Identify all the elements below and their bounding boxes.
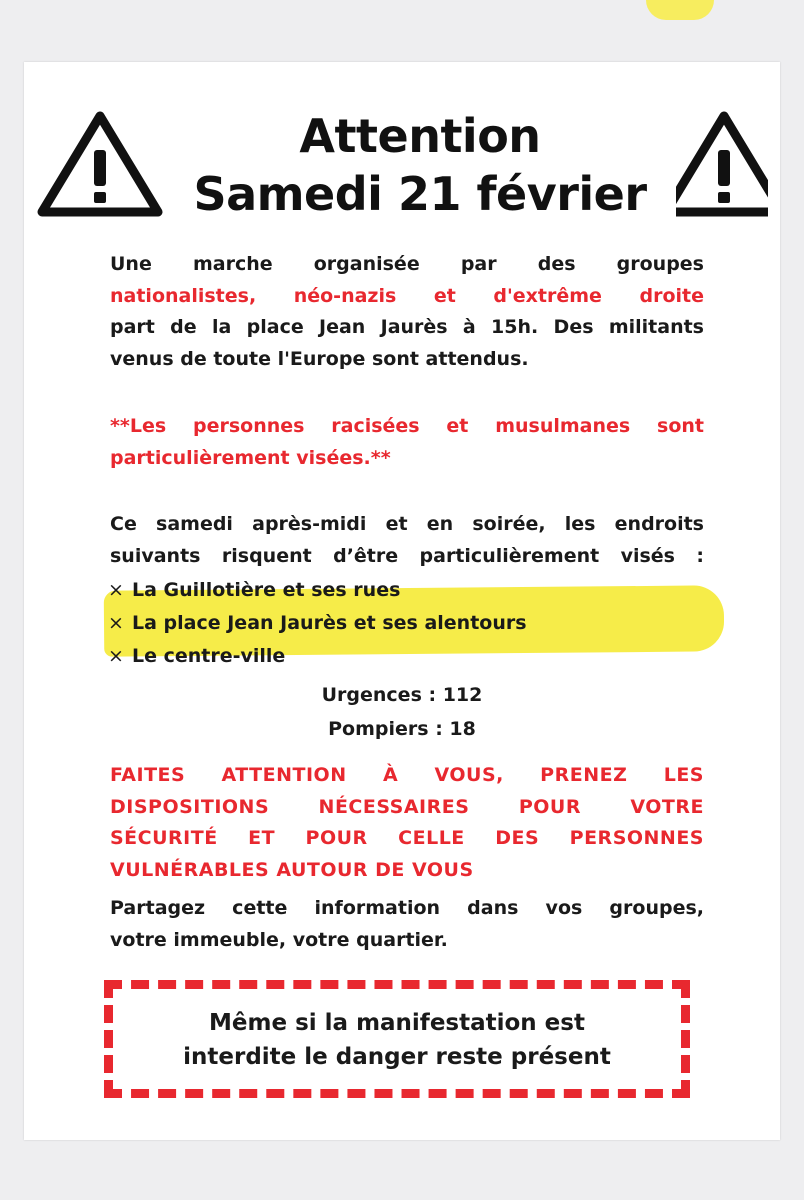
advice-paragraph: [110, 760, 704, 886]
warning-line: **Les personnes racisées et musulmanes sont: [110, 415, 704, 437]
list-item-label: La place Jean Jaurès et ses alentours: [132, 612, 527, 634]
list-item: [108, 640, 708, 673]
intro-line: venus de toute l'Europe sont attendus.: [110, 347, 529, 370]
list-item: [108, 607, 708, 640]
cross-icon: ×: [108, 579, 124, 601]
notice-text: [104, 1006, 690, 1074]
title-date: Samedi 21 février: [193, 167, 647, 221]
warning-triangle-icon: [36, 108, 164, 220]
list-item: [108, 574, 708, 607]
places-list: [108, 574, 708, 673]
highlighter-mark: [646, 0, 714, 20]
share-line: votre immeuble, votre quartier.: [110, 928, 448, 951]
intro-line: part de la place Jean Jaurès à 15h. Des militants: [110, 316, 704, 338]
firefighters-number: Pompiers : 18: [328, 718, 476, 740]
emergency-number: Urgences : 112: [321, 684, 483, 706]
advice-line: FAITES ATTENTION À VOUS, PRENEZ LES: [110, 764, 704, 786]
targeted-warning: [110, 411, 704, 474]
share-line: Partagez cette information dans vos groupes,: [110, 897, 704, 919]
warning-triangle-icon: [676, 108, 768, 220]
advice-line: DISPOSITIONS NÉCESSAIRES POUR VOTRE: [110, 795, 704, 818]
intro-line-red: nationalistes, néo-nazis et d'extrême droite: [110, 284, 704, 307]
places-intro: [110, 509, 704, 572]
intro-paragraph: [110, 249, 704, 375]
places-line: suivants risquent d’être particulièrement visés :: [110, 544, 704, 567]
intro-line: Une marche organisée par des groupes: [110, 253, 704, 275]
cross-icon: ×: [108, 612, 124, 634]
title-attention: Attention: [299, 109, 541, 163]
places-line: Ce samedi après-midi et en soirée, les endroits: [110, 513, 704, 535]
list-item-label: La Guillotière et ses rues: [132, 579, 401, 601]
advice-line: SÉCURITÉ ET POUR CELLE DES PERSONNES: [110, 827, 704, 849]
advice-line: VULNÉRABLES AUTOUR DE VOUS: [110, 858, 474, 881]
cross-icon: ×: [108, 645, 124, 667]
notice-line: interdite le danger reste présent: [183, 1044, 611, 1070]
share-paragraph: [110, 893, 704, 956]
warning-line: particulièrement visées.**: [110, 446, 391, 469]
list-item-label: Le centre-ville: [132, 645, 286, 667]
notice-line: Même si la manifestation est: [209, 1010, 585, 1036]
